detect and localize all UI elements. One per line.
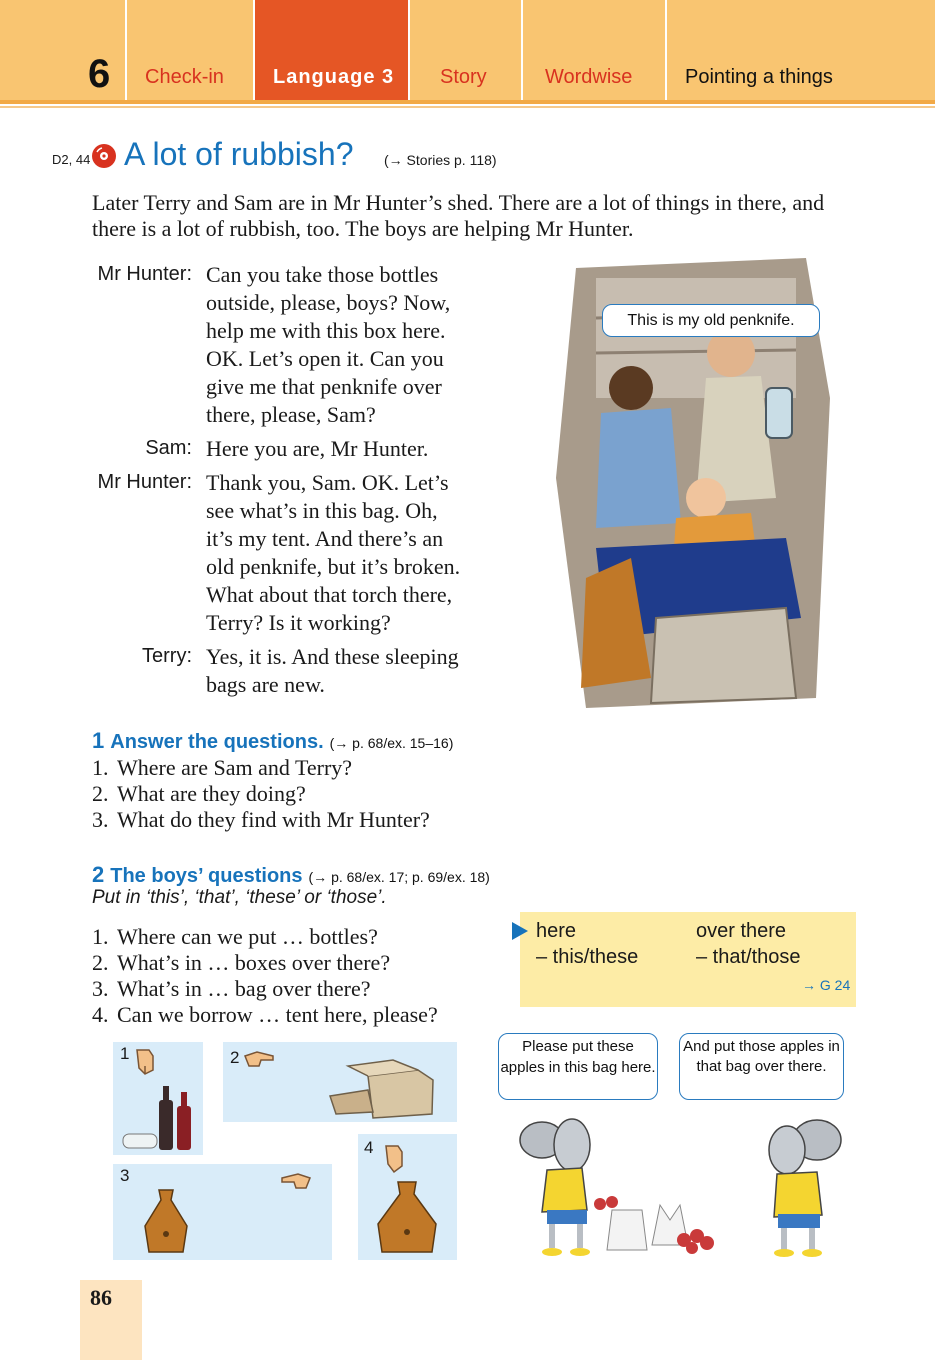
- mice-apples-illustration: [492, 1110, 858, 1260]
- page-title: A lot of rubbish?: [124, 136, 354, 172]
- exercise-1-item: 1. Where are Sam and Terry?: [92, 755, 353, 780]
- tab-label: Language 3: [273, 66, 395, 88]
- dialogue-line: outside, please, boys? Now,: [206, 290, 451, 315]
- dialogue-line: old penknife, but it’s broken.: [206, 554, 461, 579]
- pointing-hand-icon: [278, 1170, 312, 1192]
- pointing-hand-icon: [243, 1048, 277, 1070]
- header-divider: [0, 100, 935, 104]
- exercise-reference: (→ p. 68/ex. 17; p. 69/ex. 18): [308, 869, 490, 885]
- cd-audio-icon[interactable]: [91, 143, 117, 169]
- dialogue-line: bags are new.: [206, 672, 325, 697]
- picture-card-3: 3: [113, 1164, 332, 1260]
- dialogue-line: Here you are, Mr Hunter.: [206, 436, 429, 461]
- exercise-title: The boys’ questions: [110, 865, 303, 887]
- dialogue-line: it’s my tent. And there’s an: [206, 526, 444, 551]
- speaker-label: Mr Hunter:: [97, 471, 192, 493]
- grammar-that-those: – that/those: [696, 946, 801, 968]
- picture-card-2: 2: [223, 1042, 457, 1122]
- tab-check-in[interactable]: [125, 0, 253, 100]
- exercise-2-heading: [92, 862, 490, 888]
- grammar-this-these: – this/these: [536, 946, 639, 968]
- dialogue-line: Yes, it is. And these sleeping: [206, 644, 459, 669]
- picture-card-1: 1: [113, 1042, 203, 1155]
- dialogue-line: there, please, Sam?: [206, 402, 376, 427]
- bottles-picture: [121, 1082, 201, 1154]
- exercise-2-item: 3. What’s in … bag over there?: [92, 976, 371, 1001]
- play-arrow-icon: [512, 922, 528, 940]
- speaker-label: Terry:: [142, 645, 192, 667]
- speech-bubble: Please put these apples in this bag here.: [498, 1033, 658, 1100]
- grammar-over-there: over there: [696, 920, 787, 942]
- dialogue-line: give me that penknife over: [206, 374, 442, 399]
- dialogue-line: help me with this box here.: [206, 318, 446, 343]
- exercise-1-heading: [92, 728, 453, 754]
- speech-bubble: This is my old penknife.: [602, 304, 820, 337]
- grammar-here: here: [536, 920, 577, 942]
- intro-paragraph: Later Terry and Sam are in Mr Hunter’s shed. There are a lot of things in there, and there is a lot of rubbish, too. The boys are helping Mr Hunter.: [92, 190, 825, 241]
- tab-language-3[interactable]: [253, 0, 408, 100]
- page-number: 86: [90, 1285, 112, 1310]
- cardboard-boxes-picture: [328, 1056, 438, 1120]
- dialogue-line: see what’s in this bag. Oh,: [206, 498, 438, 523]
- unit-number: 6: [88, 52, 111, 96]
- stories-reference: (→ Stories p. 118): [384, 152, 497, 168]
- tab-wordwise[interactable]: [521, 0, 665, 100]
- dialogue-line: Thank you, Sam. OK. Let’s: [206, 470, 449, 495]
- pointing-hand-icon: [380, 1142, 408, 1174]
- pointing-hand-icon: [131, 1046, 159, 1076]
- dialogue-line: Can you take those bottles: [206, 262, 439, 287]
- exercise-1-item: 3. What do they find with Mr Hunter?: [92, 807, 430, 832]
- tab-story[interactable]: [408, 0, 521, 100]
- exercise-reference: (→ p. 68/ex. 15–16): [329, 735, 454, 751]
- exercise-2-item: 1. Where can we put … bottles?: [92, 924, 378, 949]
- tab-label: Story: [440, 66, 487, 88]
- exercise-number: 2: [92, 862, 105, 887]
- exercise-instruction: Put in ‘this’, ‘that’, ‘these’ or ‘those’.: [92, 887, 387, 908]
- tent-bag-picture: [372, 1178, 442, 1256]
- header-divider-thin: [0, 106, 935, 108]
- cd-track-label: D2, 44: [52, 152, 91, 167]
- tab-pointing-at-things[interactable]: [665, 0, 935, 100]
- dialogue-line: What about that torch there,: [206, 582, 453, 607]
- tab-label: Pointing a things: [685, 66, 833, 88]
- speaker-label: Mr Hunter:: [97, 263, 192, 285]
- exercise-2-item: 2. What’s in … boxes over there?: [92, 950, 391, 975]
- exercise-title: Answer the questions.: [110, 731, 324, 753]
- tab-label: Wordwise: [545, 66, 633, 88]
- picture-card-4: 4: [358, 1134, 457, 1260]
- tab-label: Check-in: [145, 66, 224, 88]
- speaker-label: Sam:: [145, 437, 192, 459]
- bag-picture: [141, 1186, 191, 1256]
- grammar-reference: → G 24: [802, 977, 851, 993]
- exercise-2-item: 4. Can we borrow … tent here, please?: [92, 1002, 438, 1027]
- dialogue-line: OK. Let’s open it. Can you: [206, 346, 444, 371]
- dialogue-line: Terry? Is it working?: [206, 610, 391, 635]
- speech-bubble: And put those apples in that bag over there.: [679, 1033, 844, 1100]
- exercise-1-item: 2. What are they doing?: [92, 781, 306, 806]
- exercise-number: 1: [92, 728, 105, 753]
